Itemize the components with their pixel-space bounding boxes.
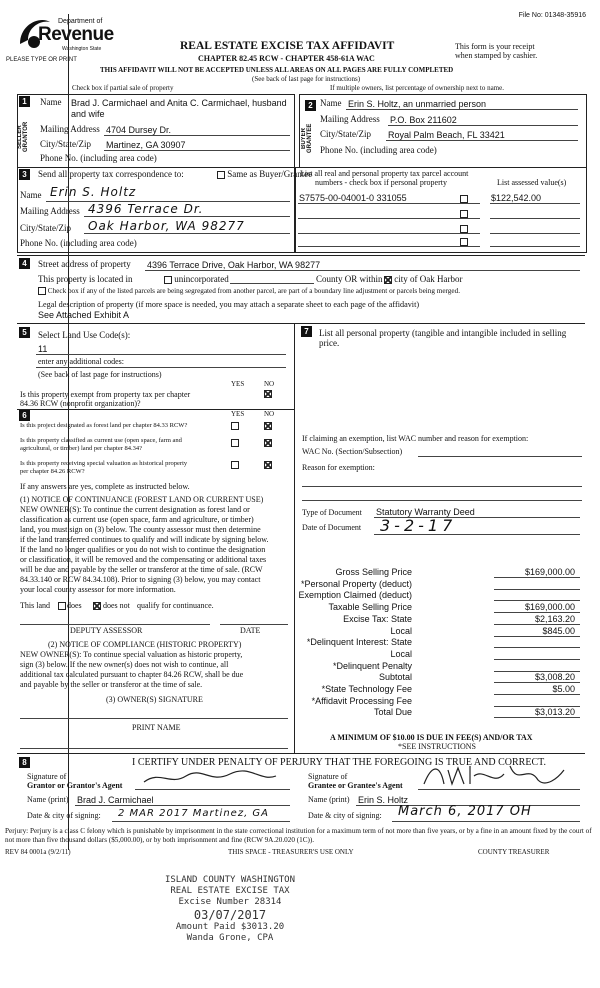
tax-row-value[interactable]: $2,163.20 (534, 613, 575, 624)
stamp-line4: 03/07/2017 (193, 908, 267, 922)
stamp-line5: Amount Paid $3013.20 (175, 922, 285, 932)
personal-property-checkbox-3[interactable] (460, 225, 468, 233)
notice1-line: land, you must sign on (3) below. The county assessor must then determine (20, 525, 261, 534)
tax-row-value[interactable]: $3,008.20 (534, 672, 575, 683)
forest-no-checkbox[interactable] (264, 422, 272, 430)
grantee-date-label: Date & city of signing: (308, 811, 382, 820)
seller-name[interactable]: Brad J. Carmichael and Anita C. Carmichael, husband (71, 98, 287, 108)
grantor-sig-label2: Grantor or Grantor's Agent (27, 781, 123, 790)
forest-yes-checkbox[interactable] (231, 422, 239, 430)
grantee-name-label: Name (print) (308, 795, 350, 804)
land-does-not-checkbox[interactable] (93, 602, 101, 610)
current-use-question-cont: agricultural, or timber) land per chapter 84.34? (20, 445, 143, 452)
buyer-mailing-label: Mailing Address (320, 114, 380, 124)
notice2-line: and payable by the seller or transferor at the time of sale. (20, 680, 203, 689)
seller-phone-label: Phone No. (including area code) (40, 153, 157, 163)
seller-city[interactable]: Martinez, GA 30907 (106, 140, 186, 150)
grantor-signature[interactable] (140, 768, 280, 788)
land-use-see-back: (See back of last page for instructions) (38, 370, 162, 379)
seller-name-cont[interactable]: and wife (71, 109, 105, 119)
unincorporated-checkbox[interactable] (164, 276, 172, 284)
form-title: REAL ESTATE EXCISE TAX AFFIDAVIT (180, 40, 395, 52)
grantor-date-label: Date & city of signing: (27, 811, 101, 820)
dept-line1: Department of (58, 18, 103, 25)
minimum-due-note: A MINIMUM OF $10.00 IS DUE IN FEE(S) AND/OR TAX (330, 733, 533, 742)
historic-question: Is this property receiving special valuation as historical property (20, 460, 188, 467)
print-name-label: PRINT NAME (132, 723, 181, 732)
segregated-checkbox[interactable] (38, 287, 46, 295)
seller-name-label: Name (40, 97, 62, 107)
segregated-label: Check box if any of the listed parcels are being segregated from another parcel, are part of a boundary line adjustment or parcels being merged. (47, 287, 460, 295)
tax-row-label: Total Due (373, 707, 412, 718)
tax-row-label: *State Technology Fee (321, 684, 412, 694)
county-treasurer-label: COUNTY TREASURER (478, 848, 550, 856)
grantee-sig-label1: Signature of (308, 772, 348, 781)
exempt-question: Is this property exempt from property tax per chapter (20, 390, 191, 399)
form-warning: THIS AFFIDAVIT WILL NOT BE ACCEPTED UNLESS ALL AREAS ON ALL PAGES ARE FULLY COMPLETED (100, 66, 454, 74)
s5-yes-header: YES (231, 380, 245, 388)
see-instructions-note: *SEE INSTRUCTIONS (398, 742, 477, 751)
notice2-line: (2) NOTICE OF COMPLIANCE (HISTORIC PROPERTY) (48, 640, 242, 649)
tax-row-label: Excise Tax: State (343, 613, 412, 624)
treasurer-space-label: THIS SPACE - TREASURER'S USE ONLY (228, 848, 354, 856)
buyer-name[interactable]: Erin S. Holtz, an unmarried person (348, 99, 487, 109)
land-use-code[interactable]: 11 (38, 344, 48, 354)
historic-yes-checkbox[interactable] (231, 461, 239, 469)
tax-row-value[interactable]: $5.00 (552, 684, 575, 694)
dept-revenue: Revenue (38, 24, 114, 45)
tax-row-label: Gross Selling Price (335, 567, 412, 577)
section-4-number: 4 (19, 258, 30, 269)
if-yes-note: If any answers are yes, complete as instructed below. (20, 482, 190, 491)
buyer-mailing[interactable]: P.O. Box 211602 (390, 115, 457, 125)
notice1-line: your local county assessor for more information. (20, 585, 176, 594)
grantor-print-name[interactable]: Brad J. Carmichael (77, 795, 154, 805)
dept-state: Washington State (62, 46, 102, 52)
current-use-question: Is this property classified as current use (open space, farm and (20, 437, 182, 444)
street-label: Street address of property (38, 259, 131, 269)
same-as-buyer-label: Same as Buyer/Grantee (227, 169, 313, 179)
tax-row-label: Local (390, 625, 412, 636)
deputy-date-label: DATE (240, 626, 261, 635)
please-type: PLEASE TYPE OR PRINT (6, 57, 77, 63)
parcel-number[interactable]: S7575-00-04001-0 331055 (299, 193, 407, 203)
section-7-number: 7 (301, 326, 312, 337)
notice1-line: will be due and payable by the seller or transferor at the time of sale. (RCW (20, 565, 263, 574)
grantee-date-city[interactable]: March 6, 2017 OH (398, 804, 532, 819)
grantor-name-label: Name (print) (27, 795, 69, 804)
grantor-sig-label1: Signature of (27, 772, 67, 781)
stamp-line3: Excise Number 28314 (178, 897, 282, 907)
buyer-city[interactable]: Royal Palm Beach, FL 33421 (388, 130, 505, 140)
forest-question: Is this project designated as forest land per chapter 84.33 RCW? (20, 422, 188, 429)
doc-type-label: Type of Document (302, 508, 362, 517)
seller-city-label: City/State/Zip (40, 139, 91, 149)
land-does-label: does (67, 601, 82, 610)
notice1-line: or classification, it will be removed and the compensating or additional taxes (20, 555, 267, 564)
property-street[interactable]: 4396 Terrace Drive, Oak Harbor, WA 98277 (147, 260, 321, 270)
wac-label: WAC No. (Section/Subsection) (302, 447, 403, 456)
tax-row-label: Taxable Selling Price (328, 602, 412, 613)
exempt-question-cont: 84.36 RCW (nonprofit organization)? (20, 399, 141, 408)
this-land-label: This land (20, 601, 50, 610)
section-2-number: 2 (305, 100, 316, 111)
deputy-assessor-label: DEPUTY ASSESSOR (70, 626, 143, 635)
s5-no-header: NO (264, 380, 275, 388)
exemption-question: If claiming an exemption, list WAC number and reason for exemption: (302, 434, 529, 443)
exemption-reason-label: Reason for exemption: (302, 463, 375, 472)
seller-side-label: SELLER GRANTOR (17, 121, 29, 153)
parcels-header2: numbers - check box if personal property (315, 178, 447, 187)
see-back-note: (See back of last page for instructions) (252, 75, 361, 83)
notice1-line: 84.33.140 or RCW 84.34.108). Prior to signing (3) below, you may contact (20, 575, 261, 584)
same-as-buyer-checkbox[interactable] (217, 171, 225, 179)
buyer-city-label: City/State/Zip (320, 129, 371, 139)
notice2-line: additional tax calculated pursuant to chapter 84.26 RCW, shall be due (20, 670, 244, 679)
land-use-label: Select Land Use Code(s): (38, 330, 131, 340)
grantee-signature[interactable] (418, 760, 568, 790)
personal-property-checkbox-4[interactable] (460, 238, 468, 246)
corr-name-handwritten[interactable]: Erin S. Holtz (50, 185, 137, 199)
parcel-assessed[interactable]: $122,542.00 (491, 193, 542, 203)
section-8-number: 8 (19, 757, 30, 768)
receipt-note2: when stamped by cashier. (455, 51, 538, 60)
corr-city-handwritten[interactable]: Oak Harbor, WA 98277 (88, 219, 245, 233)
legal-desc-label: Legal description of property (if more space is needed, you may attach a separate sheet to each page of the affidavit) (38, 300, 420, 309)
notice1-line: (1) NOTICE OF CONTINUANCE (FOREST LAND OR CURRENT USE) (20, 495, 264, 504)
historic-no-checkbox[interactable] (264, 461, 272, 469)
partial-sale-label: Check box if partial sale of property (72, 84, 174, 92)
grantor-date-city[interactable]: 2 MAR 2017 Martinez, GA (118, 808, 270, 819)
receipt-note1: This form is your receipt (455, 42, 535, 51)
exempt-no-checkbox[interactable] (264, 390, 272, 398)
unincorporated-option[interactable] (164, 274, 229, 284)
parcels-header1: List all real and personal property tax parcel account (300, 169, 469, 178)
tax-row-value[interactable]: $845.00 (542, 625, 575, 636)
segregated-option[interactable] (38, 287, 460, 295)
notice2-line: sign (3) below. If the new owner(s) does not wish to continue, all (20, 660, 229, 669)
legal-desc-value[interactable]: See Attached Exhibit A (38, 310, 130, 320)
corr-mailing-handwritten[interactable]: 4396 Terrace Dr. (88, 202, 204, 216)
file-number: File No: 01348-35916 (518, 12, 586, 19)
correspondence-header: Send all property tax correspondence to: (38, 169, 184, 179)
corr-mailing-label: Mailing Address (20, 206, 80, 216)
additional-codes-label: enter any additional codes: (38, 357, 124, 366)
tax-row-label: *Delinquent Penalty (332, 660, 412, 671)
form-subtitle: CHAPTER 82.45 RCW - CHAPTER 458-61A WAC (198, 54, 375, 63)
stamp-line2: REAL ESTATE EXCISE TAX (170, 886, 290, 896)
tax-row-label: Local (390, 648, 412, 659)
section-1-number: 1 (19, 96, 30, 107)
seller-mailing[interactable]: 4704 Dursey Dr. (106, 125, 172, 135)
stamp-line6: Wanda Grone, CPA (186, 933, 274, 943)
stamp-line1: ISLAND COUNTY WASHINGTON (164, 875, 296, 885)
same-as-buyer-option[interactable] (217, 169, 312, 179)
seller-mailing-label: Mailing Address (40, 124, 100, 134)
grantee-print-name[interactable]: Erin S. Holtz (358, 795, 409, 805)
personal-property-header2: price. (319, 338, 340, 348)
section-6-number: 6 (19, 410, 30, 421)
assessed-header: List assessed value(s) (497, 178, 567, 187)
land-does-checkbox[interactable] (58, 602, 66, 610)
county-or-label: County OR within (316, 274, 383, 284)
city-within-checkbox[interactable] (384, 276, 392, 284)
tax-row-value[interactable]: $169,000.00 (524, 602, 575, 613)
current-use-yes-checkbox[interactable] (231, 439, 239, 447)
grantee-sig-label2: Grantee or Grantee's Agent (308, 781, 403, 790)
tax-row-value[interactable]: $3,013.20 (534, 707, 575, 718)
tax-row-label: Subtotal (378, 672, 412, 683)
section-3-number: 3 (19, 169, 30, 180)
current-use-no-checkbox[interactable] (264, 439, 272, 447)
tax-row-label: *Affidavit Processing Fee (311, 695, 412, 706)
buyer-phone-label: Phone No. (including area code) (320, 145, 437, 155)
notice1-line: classification as current use (open space, farm and agriculture, or timber) (20, 515, 254, 524)
notice1-line: NEW OWNER(S): To continue the current designation as forest land or (20, 505, 250, 514)
tax-row-value[interactable]: $169,000.00 (524, 567, 575, 577)
buyer-name-label: Name (320, 98, 342, 108)
unincorporated-label: unincorporated (174, 274, 229, 284)
notice1-line: if the land transferred continues to qualify and will indicate by signing below. (20, 535, 269, 544)
perjury-statement: Perjury: Perjury is a class C felony which is punishable by imprisonment in the state correctional institution for a maximum term of not more than five years, or by a fine in an amount fixed by the court of not more than five thousand dollars ($5,000.00), or by both imprisonment and fine (RCW 9A.20.020 (1C)). (5, 827, 592, 844)
owner-signature-label: (3) OWNER(S) SIGNATURE (106, 695, 203, 704)
multiple-owners-note: If multiple owners, list percentage of ownership next to name. (330, 84, 504, 92)
treasurer-stamp (120, 875, 340, 944)
qualify-label: qualify for continuance. (137, 601, 214, 610)
doc-date[interactable]: 3-2-17 (380, 516, 457, 535)
tax-row-label: Exemption Claimed (deduct) (298, 590, 412, 601)
land-does-not-label: does not (103, 601, 130, 610)
historic-question-cont: per chapter 84.26 RCW? (20, 468, 85, 475)
s6-yes-header: YES (231, 410, 245, 418)
personal-property-checkbox-1[interactable] (460, 195, 468, 203)
personal-property-checkbox-2[interactable] (460, 210, 468, 218)
corr-phone-label: Phone No. (including area code) (20, 238, 137, 248)
personal-property-header1: List all personal property (tangible and intangible included in selling (319, 328, 567, 338)
tax-row-label: *Delinquent Interest: State (306, 637, 412, 648)
buyer-side-label: BUYER GRANTEE (301, 123, 313, 153)
city-within-option[interactable] (384, 274, 462, 284)
section-5-number: 5 (19, 327, 30, 338)
located-prefix: This property is located in (38, 274, 133, 284)
tax-row-label: *Personal Property (deduct) (300, 578, 412, 589)
corr-name-label: Name (20, 190, 42, 200)
city-within-label: city of Oak Harbor (394, 274, 463, 284)
form-revision: REV 84 0001a (9/2/11) (5, 848, 71, 856)
doc-date-label: Date of Document (302, 523, 362, 532)
notice1-line: If the land no longer qualifies or you do not wish to continue the designation (20, 545, 266, 554)
doc-type[interactable]: Statutory Warranty Deed (376, 507, 475, 517)
notice2-line: NEW OWNER(S): To continue special valuation as historic property, (20, 650, 243, 659)
corr-city-label: City/State/Zip (20, 223, 71, 233)
s6-no-header: NO (264, 410, 275, 418)
certify-statement: I CERTIFY UNDER PENALTY OF PERJURY THAT THE FOREGOING IS TRUE AND CORRECT. (132, 757, 546, 768)
